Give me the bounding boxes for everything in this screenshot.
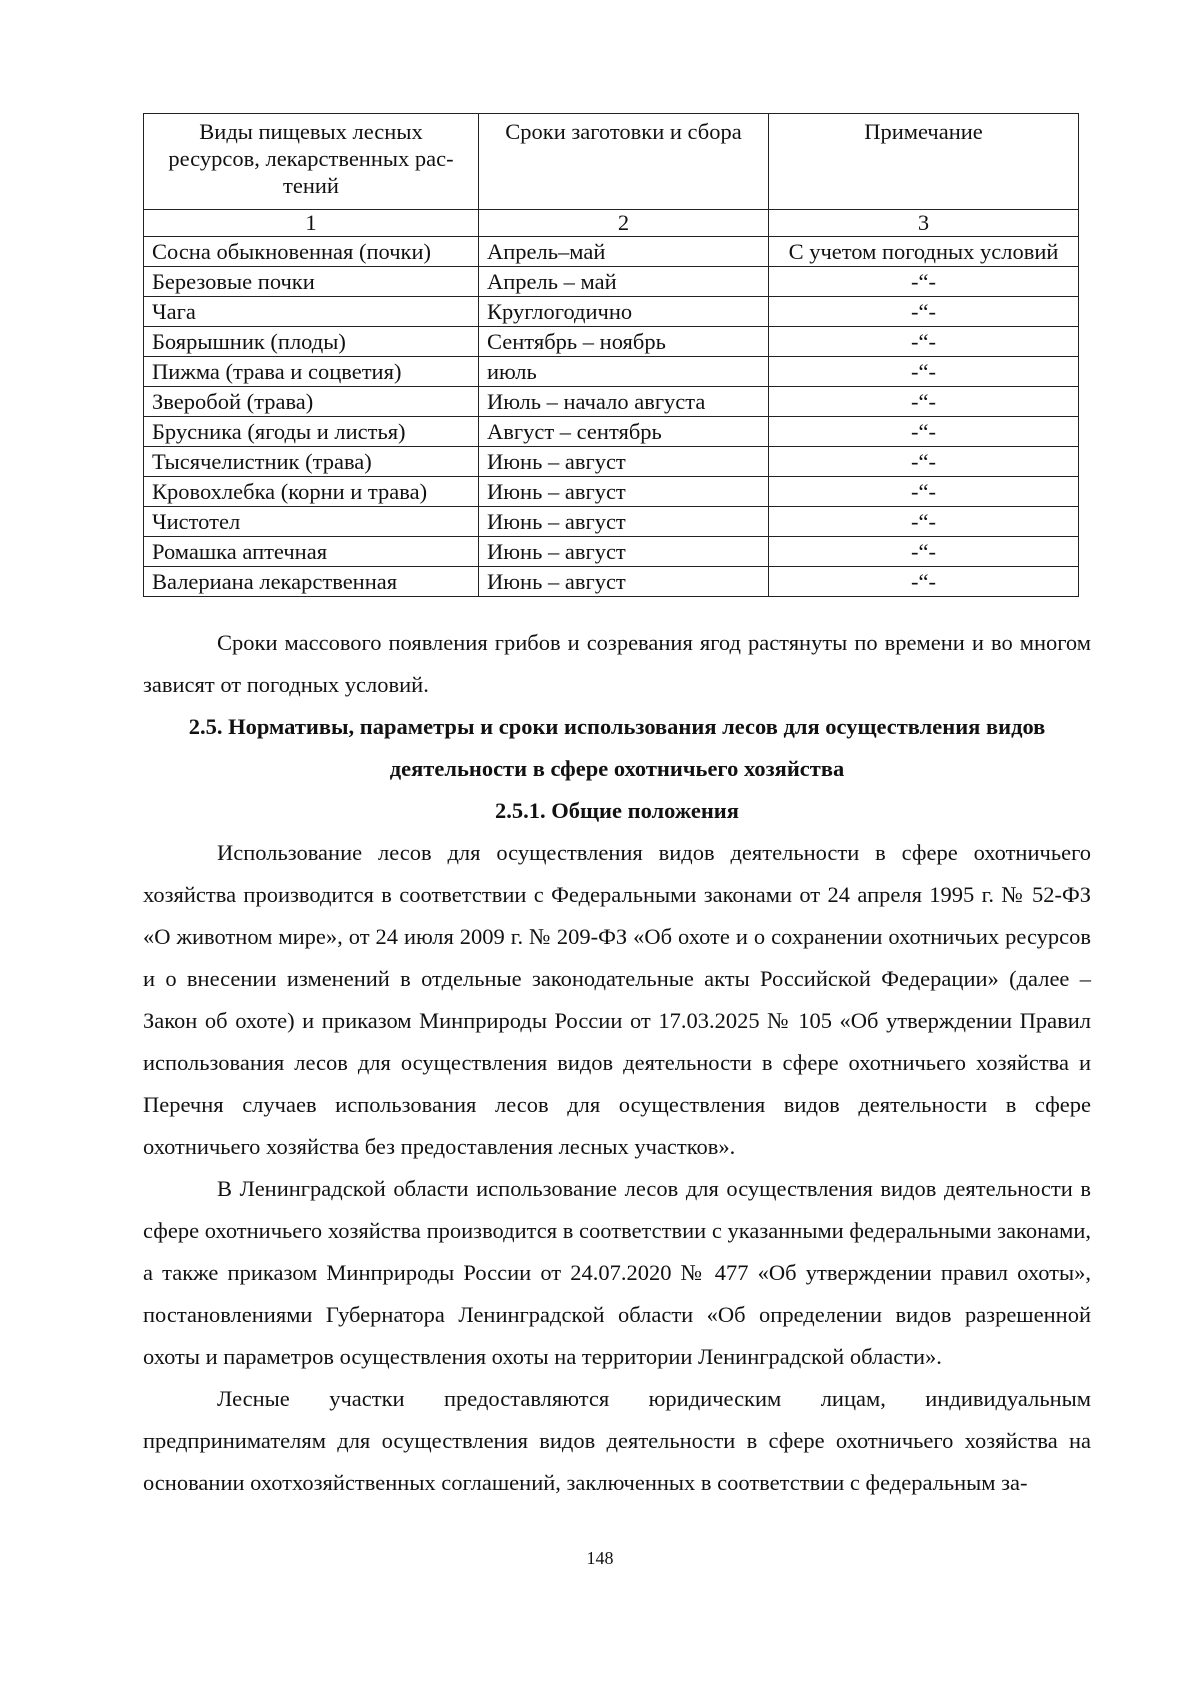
column-number: 1 xyxy=(144,210,479,237)
plant-cell: Чага xyxy=(144,297,479,327)
table-header-row xyxy=(144,114,1079,210)
paragraph: Лесные участки предоставляются юридическим лицам, индивидуальным предпринимателям для осуществления видов деятельности в сфере охотничьего хозяйства на основании охотхозяйственных соглашений, заключенных в соответствии с федеральным за- xyxy=(143,1386,1091,1495)
period-cell: Август – сентябрь xyxy=(479,417,769,447)
note-cell: -“- xyxy=(769,567,1079,597)
table-row xyxy=(144,417,1079,447)
resources-table xyxy=(143,113,1079,597)
table-row xyxy=(144,267,1079,297)
table-row xyxy=(144,507,1079,537)
table-row xyxy=(144,327,1079,357)
plant-cell: Пижма (трава и соцветия) xyxy=(144,357,479,387)
section-heading: 2.5. Нормативы, параметры и сроки использования лесов для осуществления видов деятельности в сфере охотничьего хозяйства xyxy=(188,714,1046,781)
note-cell: -“- xyxy=(769,477,1079,507)
note-cell: -“- xyxy=(769,447,1079,477)
plant-cell: Валериана лекарственная xyxy=(144,567,479,597)
plant-cell: Березовые почки xyxy=(144,267,479,297)
table-row xyxy=(144,357,1079,387)
table-row xyxy=(144,447,1079,477)
note-cell: С учетом погодных условий xyxy=(769,237,1079,267)
plant-cell: Тысячелистник (трава) xyxy=(144,447,479,477)
period-cell: Июнь – август xyxy=(479,537,769,567)
note-cell: -“- xyxy=(769,267,1079,297)
period-cell: июль xyxy=(479,357,769,387)
period-cell: Июль – начало августа xyxy=(479,387,769,417)
note-cell: -“- xyxy=(769,507,1079,537)
header-plant-types: Виды пищевых лесных ресурсов, лекарственных рас-тений xyxy=(144,114,479,210)
table-row xyxy=(144,477,1079,507)
page-number: 148 xyxy=(586,1548,614,1568)
note-cell: -“- xyxy=(769,417,1079,447)
note-cell: -“- xyxy=(769,297,1079,327)
note-cell: -“- xyxy=(769,327,1079,357)
note-cell: -“- xyxy=(769,357,1079,387)
header-note: Примечание xyxy=(769,114,1079,210)
plant-cell: Зверобой (трава) xyxy=(144,387,479,417)
period-cell: Круглогодично xyxy=(479,297,769,327)
plant-cell: Боярышник (плоды) xyxy=(144,327,479,357)
plant-cell: Ромашка аптечная xyxy=(144,537,479,567)
column-number: 3 xyxy=(769,210,1079,237)
period-cell: Июнь – август xyxy=(479,507,769,537)
period-cell: Сентябрь – ноябрь xyxy=(479,327,769,357)
body-text xyxy=(143,622,1091,1504)
subsection-heading: 2.5.1. Общие положения xyxy=(495,798,739,823)
column-number: 2 xyxy=(479,210,769,237)
paragraph: Использование лесов для осуществления видов деятельности в сфере охотничьего хозяйства производится в соответствии с Федеральными законами от 24 апреля 1995 г. № 52-ФЗ «О животном мире», от 24 июля 2009 г. № 209-ФЗ «Об охоте и о сохранении охотничьих ресурсов и о внесении изменений в отдельные законодательные акты Российской Федерации» (далее – Закон об охоте) и приказом Минприроды России от 17.03.2025 № 105 «Об утверждении Правил использования лесов для осуществления видов деятельности в сфере охотничьего хозяйства и Перечня случаев использования лесов для осуществления видов деятельности в сфере охотничьего хозяйства без предоставления лесных участков». xyxy=(143,840,1091,1159)
paragraph-after-table: Сроки массового появления грибов и созревания ягод растянуты по времени и во многом зависят от погодных условий. xyxy=(143,630,1091,697)
plant-cell: Сосна обыкновенная (почки) xyxy=(144,237,479,267)
plant-cell: Кровохлебка (корни и трава) xyxy=(144,477,479,507)
period-cell: Апрель–май xyxy=(479,237,769,267)
table-row xyxy=(144,387,1079,417)
plant-cell: Чистотел xyxy=(144,507,479,537)
period-cell: Июнь – август xyxy=(479,477,769,507)
plant-cell: Брусника (ягоды и листья) xyxy=(144,417,479,447)
period-cell: Июнь – август xyxy=(479,447,769,477)
table-column-numbers xyxy=(144,210,1079,237)
header-harvest-period: Сроки заготовки и сбора xyxy=(479,114,769,210)
table-row xyxy=(144,567,1079,597)
paragraph: В Ленинградской области использование лесов для осуществления видов деятельности в сфере охотничьего хозяйства производится в соответствии с указанными федеральными законами, а также приказом Минприроды России от 24.07.2020 № 477 «Об утверждении правил охоты», постановлениями Губернатора Ленинградской области «Об определении видов разрешенной охоты и параметров осуществления охоты на территории Ленинградской области». xyxy=(143,1176,1091,1369)
period-cell: Апрель – май xyxy=(479,267,769,297)
table-row xyxy=(144,237,1079,267)
table-row xyxy=(144,297,1079,327)
period-cell: Июнь – август xyxy=(479,567,769,597)
note-cell: -“- xyxy=(769,387,1079,417)
note-cell: -“- xyxy=(769,537,1079,567)
table-row xyxy=(144,537,1079,567)
